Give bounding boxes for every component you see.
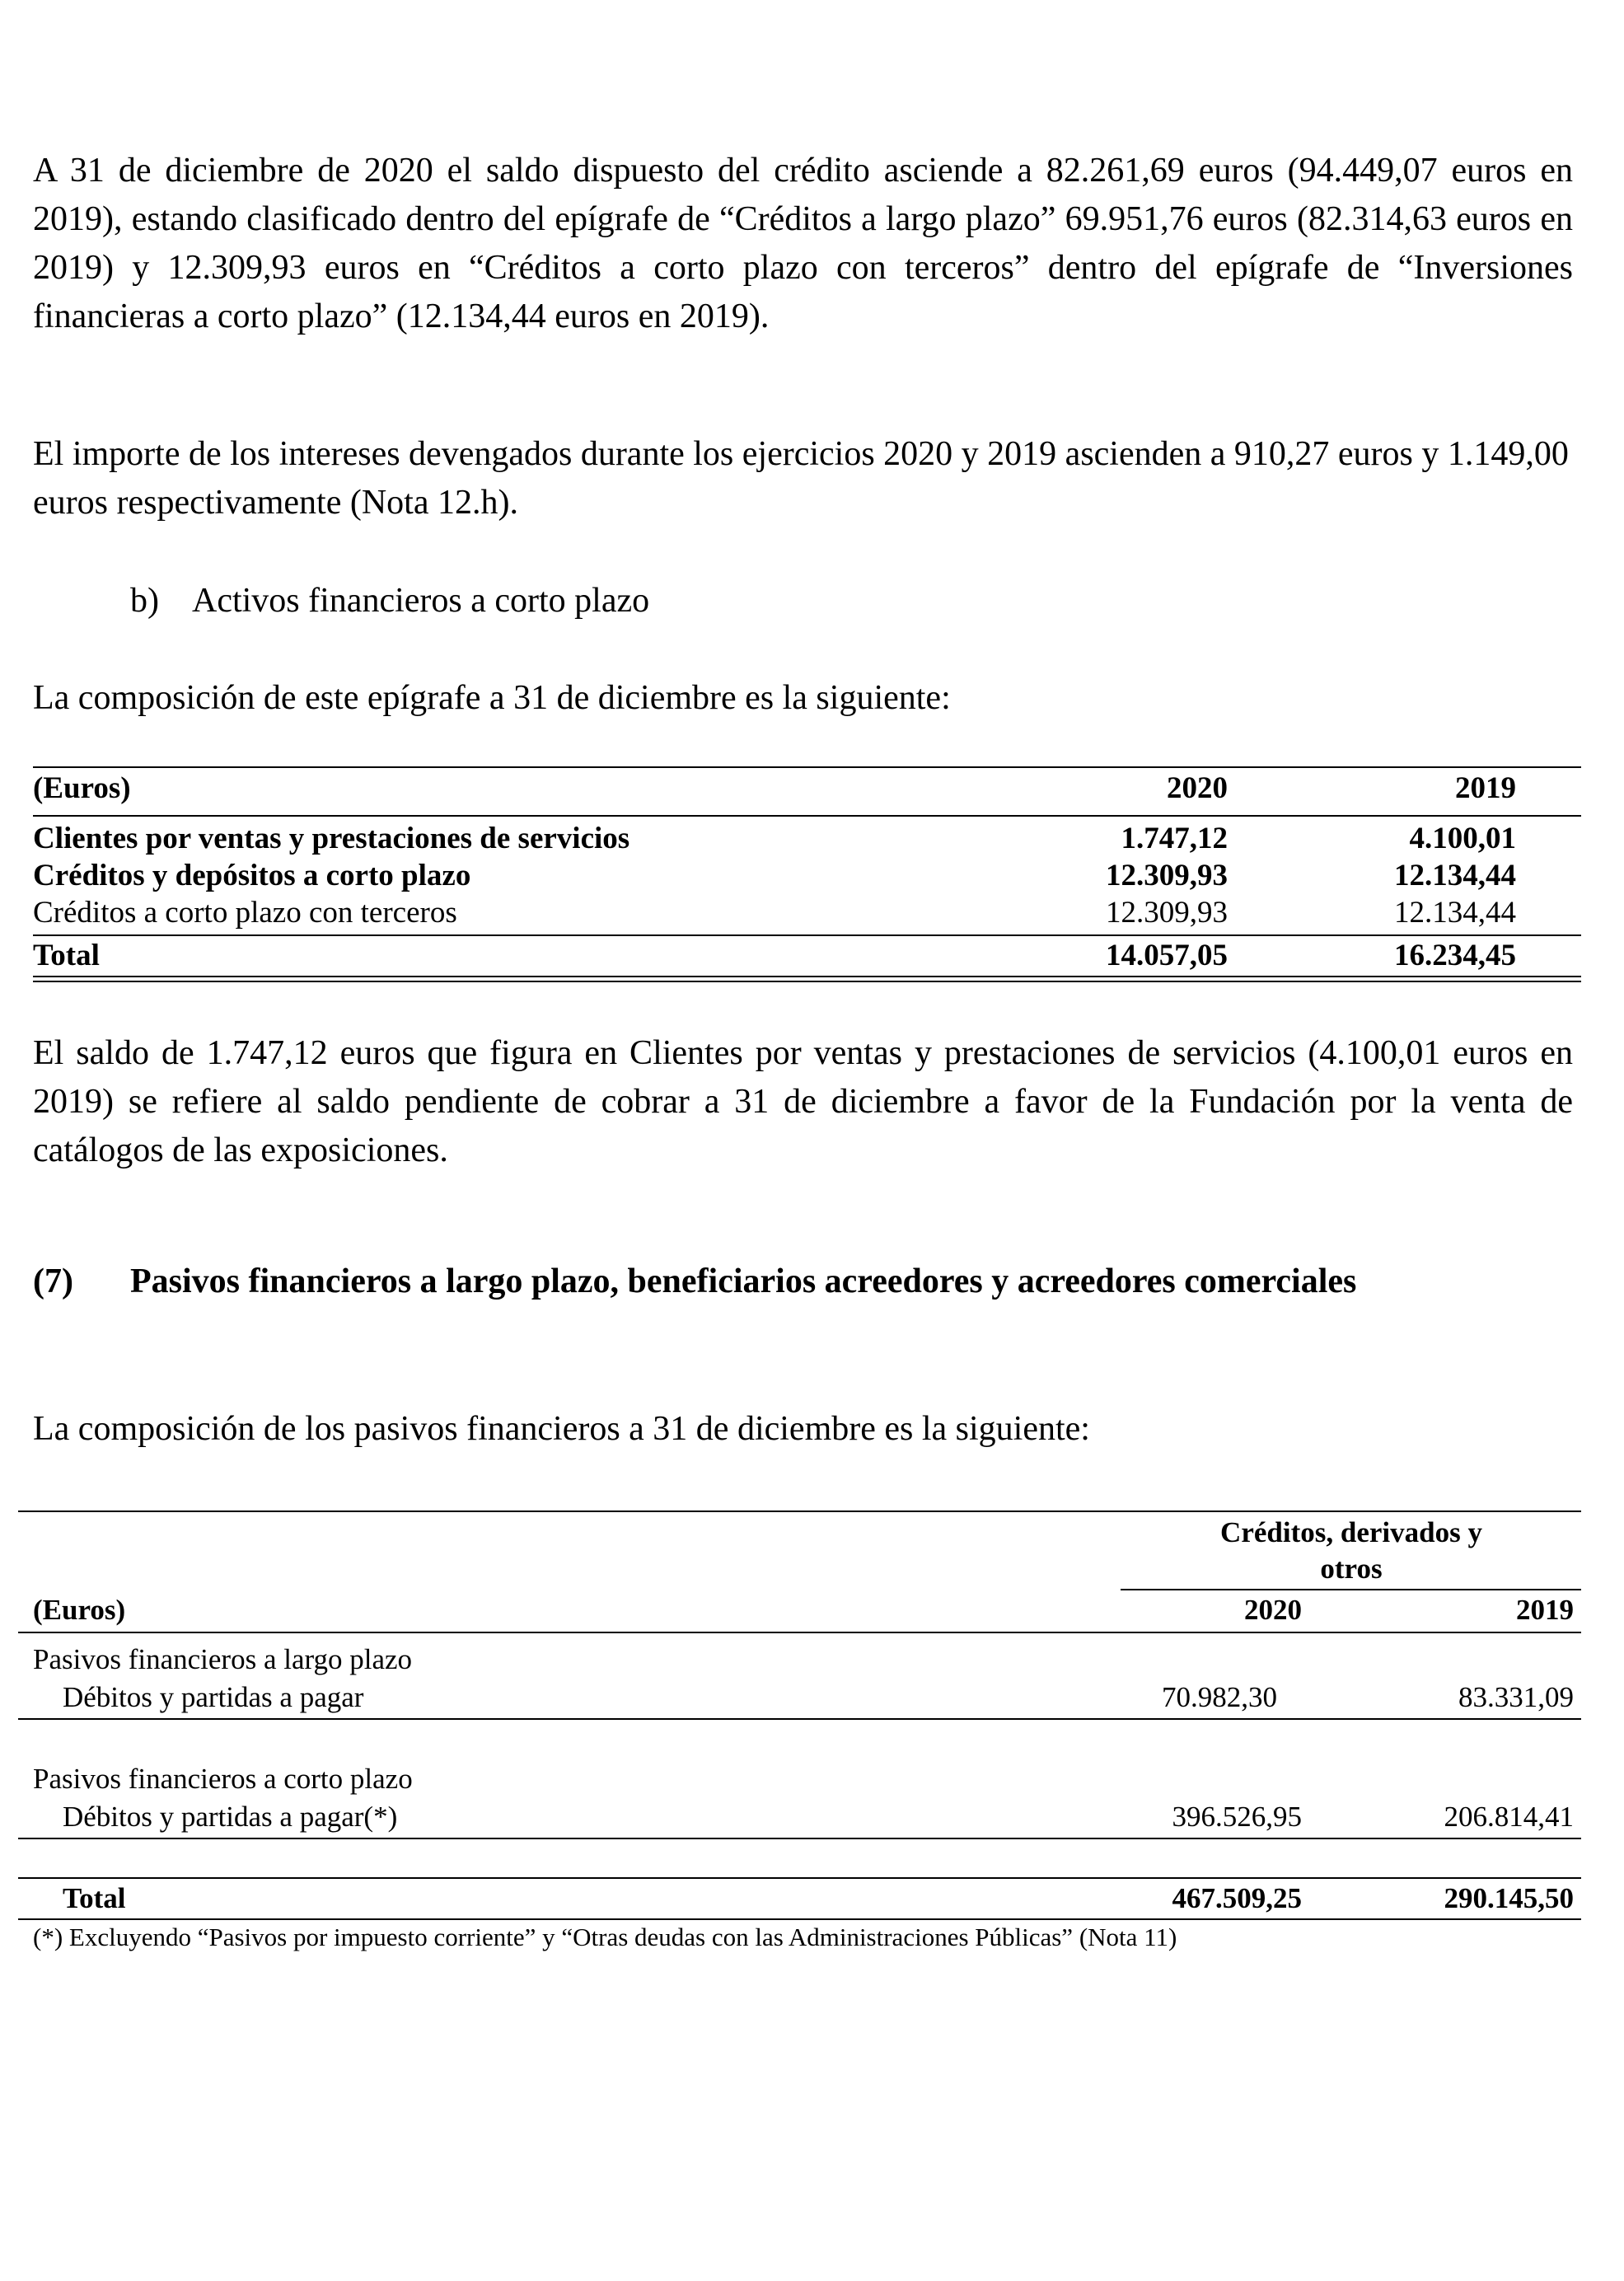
table-double-rule-2: [33, 981, 1581, 982]
table-section-rule: [18, 1838, 1581, 1839]
section-title: Pasivos financieros a largo plazo, beneficiarios acreedores y acreedores comerciales: [130, 1262, 1357, 1300]
table-section-rule: [18, 1718, 1581, 1720]
table-cell-2020: 12.309,93: [1106, 896, 1228, 930]
table-header-2020: 2020: [1167, 771, 1228, 805]
table-cell-2020: 1.747,12: [1121, 822, 1228, 855]
table-double-rule-1: [33, 976, 1581, 977]
table-header-label: (Euros): [33, 771, 131, 805]
paragraph-liabilities-intro: La composición de los pasivos financieros a 31 de diciembre es la siguiente:: [33, 1410, 1090, 1448]
subheading-letter: b): [130, 582, 159, 620]
table-section-title: Pasivos financieros a corto plazo: [33, 1763, 413, 1795]
table-row-label: Créditos y depósitos a corto plazo: [33, 859, 471, 892]
subheading-title: Activos financieros a corto plazo: [192, 582, 650, 620]
table-cell-2020: 70.982,30: [1162, 1681, 1277, 1713]
table-top-rule: [18, 1511, 1581, 1512]
table-subtotal-rule: [33, 934, 1581, 936]
table-total-label: Total: [33, 939, 100, 972]
table-total-2019: 16.234,45: [1394, 939, 1516, 972]
table-cell-2019: 12.134,44: [1394, 859, 1516, 892]
table-total-2020: 467.509,25: [1172, 1882, 1302, 1914]
table-header-rule: [18, 1632, 1581, 1633]
table-cell-2019: 12.134,44: [1394, 896, 1516, 930]
paragraph-interest: El importe de los intereses devengados durante los ejercicios 2020 y 2019 ascienden a 910,27 euros y 1.149,00 euros respectivamente (Nota 12.h).: [33, 435, 1569, 522]
table-header-2019: 2019: [1516, 1594, 1574, 1626]
table-header-2019: 2019: [1455, 771, 1516, 805]
table-bottom-rule: [18, 1918, 1581, 1920]
table-header-2020: 2020: [1244, 1594, 1302, 1626]
table-row-label: Créditos a corto plazo con terceros: [33, 896, 457, 930]
table-total-2020: 14.057,05: [1106, 939, 1228, 972]
table-footnote: (*) Excluyendo “Pasivos por impuesto corriente” y “Otras deudas con las Administraciones Públicas” (Nota 11): [33, 1923, 1177, 1951]
table-cell-2019: 206.814,41: [1444, 1801, 1574, 1833]
table-row-label: Débitos y partidas a pagar(*): [63, 1801, 398, 1833]
table-total-label: Total: [63, 1882, 126, 1914]
table-cell-2020: 396.526,95: [1172, 1801, 1302, 1833]
paragraph-composition-intro: La composición de este epígrafe a 31 de diciembre es la siguiente:: [33, 679, 951, 717]
table-header-rule: [33, 815, 1581, 817]
table-cell-2019: 83.331,09: [1458, 1681, 1574, 1713]
table-row-label: Clientes por ventas y prestaciones de servicios: [33, 822, 630, 855]
table-section-title: Pasivos financieros a largo plazo: [33, 1643, 413, 1675]
table-group-header-line1: Créditos, derivados y: [1220, 1516, 1482, 1548]
table-header-label: (Euros): [33, 1594, 126, 1626]
table-row-label: Débitos y partidas a pagar: [63, 1681, 364, 1713]
table-total-2019: 290.145,50: [1444, 1882, 1574, 1914]
table-group-rule: [1121, 1589, 1581, 1590]
table-total-top-rule: [18, 1877, 1581, 1879]
section-number: (7): [33, 1262, 73, 1300]
table-top-rule: [33, 766, 1581, 768]
paragraph-credit-balance: A 31 de diciembre de 2020 el saldo dispuesto del crédito asciende a 82.261,69 euros (94.449,07 euros en 2019), estando clasificado dentro del epígrafe de “Créditos a largo plazo” 69.951,76 euros (82.314,63 euros en 2019) y 12.309,93 euros en “Créditos a corto plazo con terceros” dentro del epígrafe de “Inversiones financieras a corto plazo” (12.134,44 euros en 2019).: [33, 152, 1573, 335]
table-group-header-line2: otros: [1320, 1553, 1383, 1585]
paragraph-client-balance: El saldo de 1.747,12 euros que figura en Clientes por ventas y prestaciones de servicios (4.100,01 euros en 2019) se refiere al saldo pendiente de cobrar a 31 de diciembre a favor de la Fundación por la venta de catálogos de las exposiciones.: [33, 1034, 1573, 1169]
table-cell-2019: 4.100,01: [1409, 822, 1516, 855]
table-cell-2020: 12.309,93: [1106, 859, 1228, 892]
